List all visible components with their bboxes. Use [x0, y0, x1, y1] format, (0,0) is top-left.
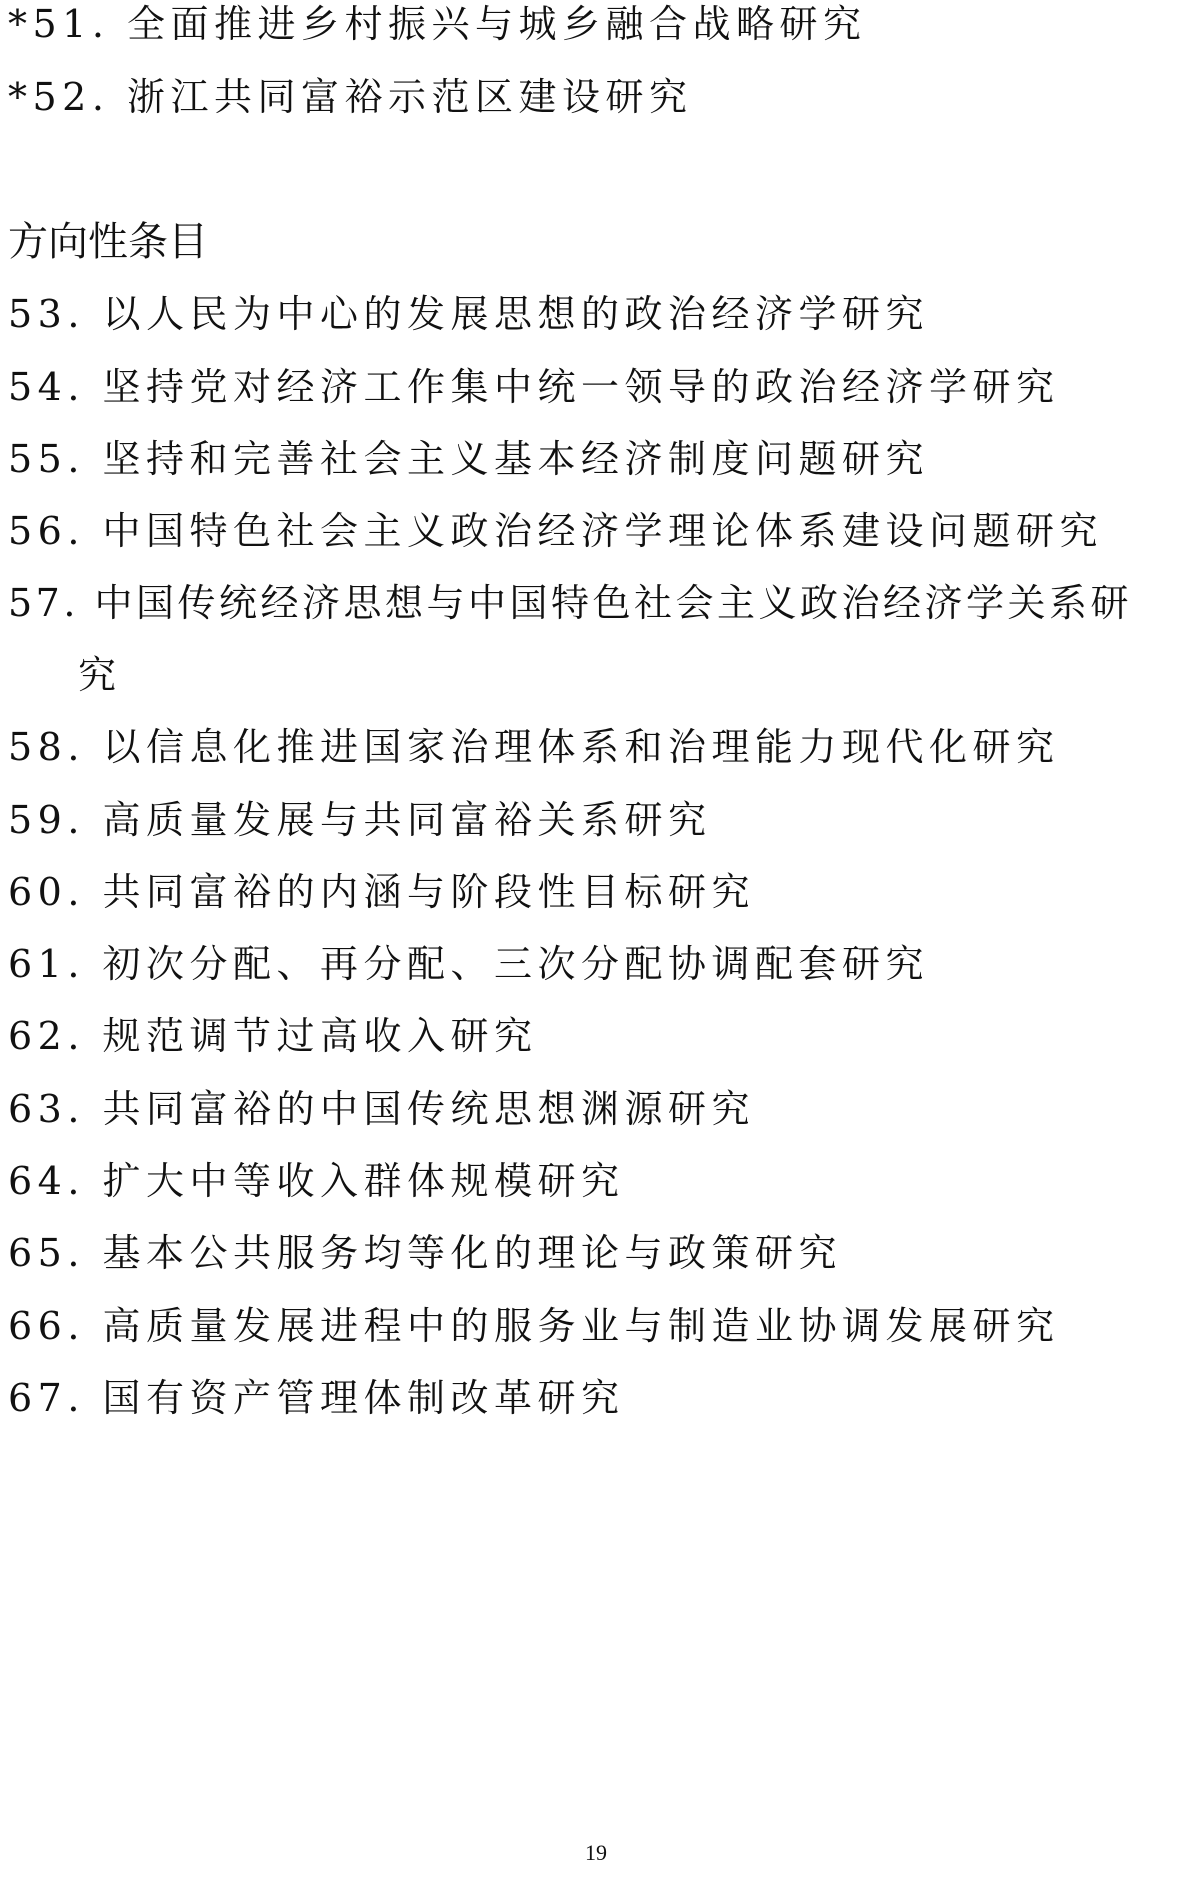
list-item-65: 65. 基本公共服务均等化的理论与政策研究 [8, 1231, 843, 1275]
list-item-61: 61. 初次分配、再分配、三次分配协调配套研究 [8, 942, 930, 986]
list-item-54: 54. 坚持党对经济工作集中统一领导的政治经济学研究 [8, 365, 1060, 409]
list-item-63: 63. 共同富裕的中国传统思想渊源研究 [8, 1087, 756, 1131]
list-item-66: 66. 高质量发展进程中的服务业与制造业协调发展研究 [8, 1304, 1060, 1348]
list-item-56: 56. 中国特色社会主义政治经济学理论体系建设问题研究 [8, 509, 1104, 553]
list-item-59: 59. 高质量发展与共同富裕关系研究 [8, 798, 712, 842]
list-item-62: 62. 规范调节过高收入研究 [8, 1014, 538, 1058]
list-item-58: 58. 以信息化推进国家治理体系和治理能力现代化研究 [8, 725, 1060, 769]
list-item-64: 64. 扩大中等收入群体规模研究 [8, 1159, 625, 1203]
list-item-57: 57. 中国传统经济思想与中国特色社会主义政治经济学关系研 [8, 581, 1133, 625]
list-item-57-continuation: 究 [78, 653, 117, 697]
list-item-60: 60. 共同富裕的内涵与阶段性目标研究 [8, 870, 756, 914]
section-heading: 方向性条目 [8, 219, 208, 265]
list-item-53: 53. 以人民为中心的发展思想的政治经济学研究 [8, 292, 930, 336]
page-number: 19 [585, 1840, 607, 1865]
list-item-67: 67. 国有资产管理体制改革研究 [8, 1376, 625, 1420]
list-item-51: *51. 全面推进乡村振兴与城乡融合战略研究 [8, 2, 867, 46]
list-item-52: *52. 浙江共同富裕示范区建设研究 [8, 75, 693, 119]
list-item-55: 55. 坚持和完善社会主义基本经济制度问题研究 [8, 437, 930, 481]
